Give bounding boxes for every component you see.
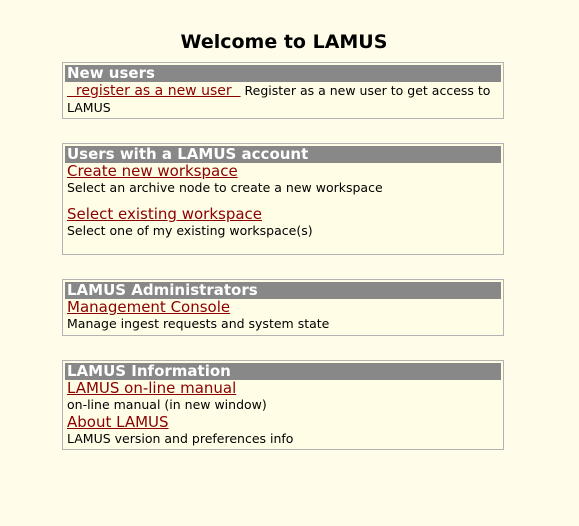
admin-body — [65, 299, 501, 331]
admin-panel — [62, 279, 504, 336]
info-header: LAMUS Information — [65, 363, 501, 380]
register-description: Register as a new user to get access to LAMUS — [67, 83, 491, 115]
create-workspace-description: Select an archive node to create a new workspace — [67, 180, 383, 195]
create-workspace-entry — [67, 163, 501, 195]
select-workspace-description: Select one of my existing workspace(s) — [67, 223, 313, 238]
account-panel — [62, 143, 504, 255]
management-console-description: Manage ingest requests and system state — [67, 316, 330, 331]
management-console-link[interactable]: Management Console — [67, 298, 231, 316]
new-users-header: New users — [65, 65, 501, 82]
page-title: Welcome to LAMUS — [180, 31, 388, 53]
new-users-body — [65, 82, 501, 115]
manual-link[interactable]: LAMUS on-line manual — [67, 379, 237, 397]
select-workspace-link[interactable]: Select existing workspace — [67, 205, 263, 223]
register-link[interactable]: register as a new user — [67, 83, 241, 99]
account-body — [65, 163, 501, 238]
about-description: LAMUS version and preferences info — [67, 431, 294, 446]
info-body — [65, 380, 501, 446]
account-header: Users with a LAMUS account — [65, 146, 501, 163]
info-panel — [62, 360, 504, 450]
manual-description: on-line manual (in new window) — [67, 397, 267, 412]
admin-header: LAMUS Administrators — [65, 282, 501, 299]
select-workspace-entry — [67, 206, 501, 238]
management-console-entry — [67, 299, 501, 331]
about-link[interactable]: About LAMUS — [67, 413, 169, 431]
create-workspace-link[interactable]: Create new workspace — [67, 162, 238, 180]
new-users-panel — [62, 62, 504, 119]
manual-entry — [67, 380, 501, 412]
about-entry — [67, 414, 501, 446]
